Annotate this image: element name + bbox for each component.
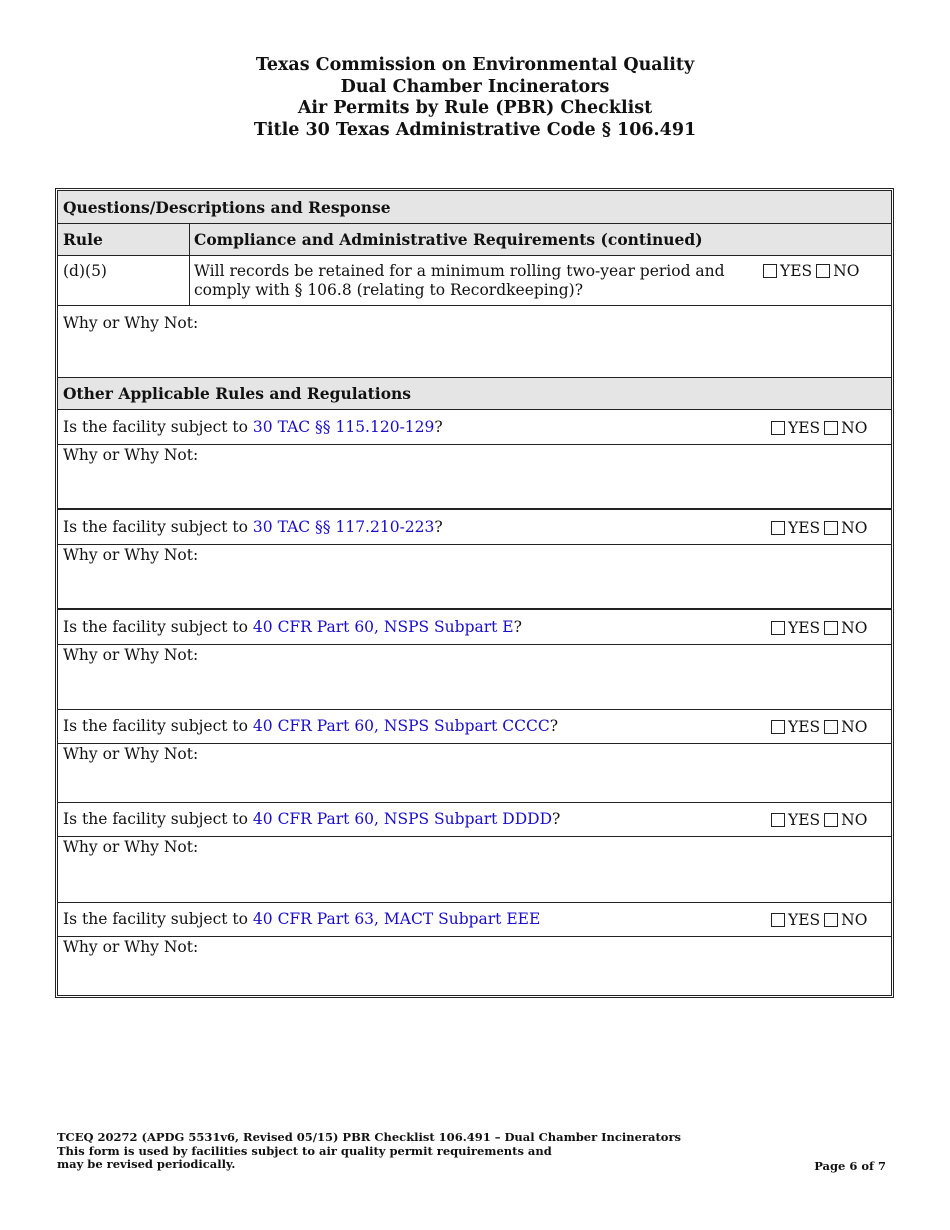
no-checkbox[interactable] xyxy=(824,913,838,927)
yes-checkbox[interactable] xyxy=(771,621,785,635)
yes-checkbox[interactable] xyxy=(771,913,785,927)
form-subject: Dual Chamber Incinerators xyxy=(340,76,610,97)
checklist-table xyxy=(55,188,894,998)
no-checkbox[interactable] xyxy=(816,264,830,278)
yes-no-group xyxy=(771,419,867,437)
no-checkbox[interactable] xyxy=(824,813,838,827)
why-row[interactable] xyxy=(58,837,891,903)
question-row xyxy=(58,510,891,545)
yes-no-group xyxy=(763,262,859,280)
regulation-link[interactable]: 40 CFR Part 60, NSPS Subpart E xyxy=(252,618,514,636)
regulation-link[interactable]: 40 CFR Part 60, NSPS Subpart DDDD xyxy=(252,810,553,828)
question-row xyxy=(58,803,891,837)
question-row xyxy=(58,610,891,645)
no-label: NO xyxy=(841,419,868,437)
why-label: Why or Why Not: xyxy=(63,938,199,956)
yes-no-group xyxy=(771,519,867,537)
page-number: Page 6 of 7 xyxy=(814,1159,886,1173)
checklist-title: Air Permits by Rule (PBR) Checklist xyxy=(297,98,653,118)
section-header-row xyxy=(58,191,891,224)
why-row[interactable] xyxy=(58,645,891,710)
why-row[interactable] xyxy=(58,744,891,803)
yes-label: YES xyxy=(788,619,821,637)
yes-label: YES xyxy=(788,811,821,829)
section-title: Questions/Descriptions and Response xyxy=(63,198,391,217)
why-label: Why or Why Not: xyxy=(63,446,199,464)
no-checkbox[interactable] xyxy=(824,720,838,734)
why-label: Why or Why Not: xyxy=(63,546,199,564)
question-text: Is the facility subject to 40 CFR Part 60, NSPS Subpart E? xyxy=(63,618,522,636)
yes-label: YES xyxy=(788,419,821,437)
question-text: Is the facility subject to 30 TAC §§ 115.120-129? xyxy=(63,418,443,436)
no-label: NO xyxy=(833,262,860,280)
yes-checkbox[interactable] xyxy=(771,813,785,827)
regulation-link[interactable]: 30 TAC §§ 115.120-129 xyxy=(252,418,435,436)
yes-no-group xyxy=(771,911,867,929)
no-label: NO xyxy=(841,811,868,829)
yes-label: YES xyxy=(780,262,813,280)
yes-label: YES xyxy=(788,718,821,736)
question-text: Is the facility subject to 40 CFR Part 63, MACT Subpart EEE xyxy=(63,910,541,928)
form-header xyxy=(0,55,950,141)
question-row xyxy=(58,410,891,445)
code-title: Title 30 Texas Administrative Code § 106.491 xyxy=(253,119,697,140)
question-line-2: comply with § 106.8 (relating to Recordkeeping)? xyxy=(194,281,584,299)
yes-label: YES xyxy=(788,911,821,929)
requirements-column-header: Compliance and Administrative Requirements (continued) xyxy=(194,230,703,249)
footer-note-1: This form is used by facilities subject to air quality permit requirements and xyxy=(57,1143,552,1158)
regulation-link[interactable]: 40 CFR Part 63, MACT Subpart EEE xyxy=(252,910,541,928)
no-checkbox[interactable] xyxy=(824,621,838,635)
regulation-link[interactable]: 40 CFR Part 60, NSPS Subpart CCCC xyxy=(252,717,550,735)
no-checkbox[interactable] xyxy=(824,421,838,435)
yes-checkbox[interactable] xyxy=(771,421,785,435)
no-checkbox[interactable] xyxy=(824,521,838,535)
yes-no-group xyxy=(771,718,867,736)
why-label: Why or Why Not: xyxy=(63,838,199,856)
question-text: Is the facility subject to 40 CFR Part 60, NSPS Subpart CCCC? xyxy=(63,717,559,735)
no-label: NO xyxy=(841,519,868,537)
why-label: Why or Why Not: xyxy=(63,314,199,332)
yes-checkbox[interactable] xyxy=(763,264,777,278)
no-label: NO xyxy=(841,911,868,929)
why-row[interactable] xyxy=(58,937,891,995)
other-rules-header-row xyxy=(58,377,891,410)
why-label: Why or Why Not: xyxy=(63,745,199,763)
question-row xyxy=(58,903,891,937)
question-row xyxy=(58,710,891,744)
form-id: TCEQ 20272 (APDG 5531v6, Revised 05/15) PBR Checklist 106.491 – Dual Chamber Incinerators xyxy=(57,1130,681,1144)
why-row[interactable] xyxy=(58,445,891,510)
why-row[interactable] xyxy=(58,306,891,377)
rule-row-d5 xyxy=(58,256,891,306)
regulation-link[interactable]: 30 TAC §§ 117.210-223 xyxy=(252,518,435,536)
rule-number: (d)(5) xyxy=(63,262,107,280)
other-rules-title: Other Applicable Rules and Regulations xyxy=(63,384,412,403)
question-text: Is the facility subject to 30 TAC §§ 117.210-223? xyxy=(63,518,443,536)
rule-column-header: Rule xyxy=(63,230,103,249)
why-label: Why or Why Not: xyxy=(63,646,199,664)
yes-no-group xyxy=(771,811,867,829)
no-label: NO xyxy=(841,619,868,637)
question-text: Is the facility subject to 40 CFR Part 60, NSPS Subpart DDDD? xyxy=(63,810,561,828)
column-header-row xyxy=(58,224,891,256)
no-label: NO xyxy=(841,718,868,736)
yes-checkbox[interactable] xyxy=(771,521,785,535)
yes-no-group xyxy=(771,619,867,637)
question-line-1: Will records be retained for a minimum rolling two-year period and xyxy=(194,262,725,280)
why-row[interactable] xyxy=(58,545,891,610)
footer-note-2: may be revised periodically. xyxy=(57,1157,236,1171)
agency-title: Texas Commission on Environmental Quality xyxy=(255,55,695,75)
yes-label: YES xyxy=(788,519,821,537)
yes-checkbox[interactable] xyxy=(771,720,785,734)
form-footer xyxy=(57,1131,681,1172)
